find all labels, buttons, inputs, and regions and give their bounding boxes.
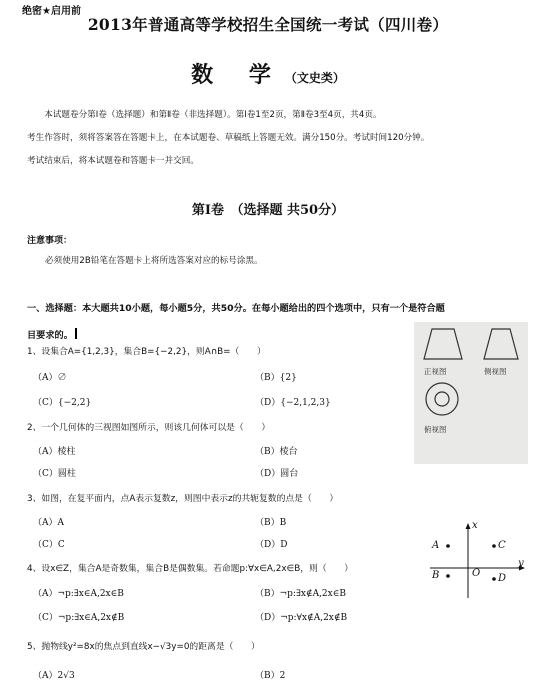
option-c: （C）{−2,2} — [33, 398, 92, 408]
subject-type: （文史类） — [284, 71, 345, 85]
front-view-label: 正视图 — [424, 367, 447, 376]
side-view-trapezoid — [484, 329, 518, 359]
side-view-label: 侧视图 — [484, 367, 507, 376]
option-d: （D）圆台 — [255, 469, 299, 479]
option-b: （B）B — [255, 518, 287, 528]
instruction-line: 考生作答时，须将答案答在答题卡上，在本试题卷、草稿纸上答题无效。满分150分。考试时间120分钟。 — [27, 133, 430, 143]
instruction-line: 考试结束后，将本试题卷和答题卡一并交回。 — [27, 156, 199, 166]
origin-label: O — [472, 568, 481, 579]
top-view-inner-circle — [435, 392, 449, 406]
instruction-line: 本试题卷分第Ⅰ卷（选择题）和第Ⅱ卷（非选择题）。第Ⅰ卷1至2页，第Ⅱ卷3至4页，共4页。 — [44, 110, 382, 120]
confidential-label: 绝密★启用前 — [22, 6, 81, 17]
option-a: （A）棱柱 — [33, 447, 76, 457]
option-b: （B）¬p:∃x∉A,2x∈B — [255, 589, 347, 599]
exam-title: 2013年普通高等学校招生全国统一考试（四川卷） — [87, 15, 449, 34]
option-a: （A）2√3 — [33, 671, 75, 681]
front-view-trapezoid — [424, 329, 462, 359]
x-axis-label: y — [518, 558, 524, 569]
point-label-a: A — [432, 540, 440, 551]
question-stem: 4、设x∈Z，集合A是奇数集，集合B是偶数集。若命题p:∀x∈A,2x∈B，则（ ） — [27, 564, 354, 574]
point-a — [446, 544, 450, 548]
point-label-c: C — [498, 540, 506, 551]
notes-heading: 注意事项： — [27, 236, 73, 246]
option-c: （C）C — [33, 540, 65, 550]
option-a: （A）¬p:∃x∈A,2x∈B — [33, 589, 124, 599]
part-title-text: 目要求的。 — [27, 330, 73, 341]
y-axis-arrow — [466, 523, 471, 529]
complex-plane-axes — [426, 520, 530, 600]
question-stem: 5、抛物线y²=8x的焦点到直线x−√3y=0的距离是（ ） — [27, 642, 260, 652]
option-a: （A）∅ — [33, 373, 67, 383]
point-label-d: D — [498, 573, 507, 584]
option-b: （B）{2} — [255, 373, 297, 383]
top-view-label: 俯视图 — [424, 425, 447, 434]
three-view-figure — [414, 322, 528, 464]
point-d — [492, 577, 496, 581]
option-d: （D）D — [255, 540, 288, 550]
text-cursor — [75, 328, 77, 339]
y-axis-label: x — [472, 520, 478, 531]
option-d: （D）¬p:∀x∉A,2x∉B — [255, 613, 348, 623]
instructions — [27, 104, 517, 173]
point-b — [446, 574, 450, 578]
option-c: （C）圆柱 — [33, 469, 76, 479]
option-c: （C）¬p:∃x∈A,2x∉B — [33, 613, 125, 623]
subject-heading — [0, 58, 536, 89]
part-title-line: 一、选择题：本大题共10小题，每小题5分，共50分。在每小题给出的四个选项中，只有一个是符合题 — [27, 303, 445, 314]
option-d: （D）{−2,1,2,3} — [255, 398, 331, 408]
top-view-outer-circle — [426, 383, 458, 415]
section-title: 第Ⅰ卷 （选择题 共50分） — [191, 203, 345, 218]
option-b: （B）棱台 — [255, 447, 298, 457]
point-c — [492, 544, 496, 548]
question-stem: 3、如图，在复平面内，点A表示复数z，则图中表示z的共轭复数的点是（ ） — [27, 494, 339, 504]
subject-name: 数 学 — [191, 62, 285, 88]
option-b: （B）2 — [255, 671, 286, 681]
complex-plane-figure — [426, 520, 530, 600]
question-stem: 2、一个几何体的三视图如图所示，则该几何体可以是（ ） — [27, 423, 271, 433]
three-view-drawing — [414, 322, 528, 464]
point-label-b: B — [432, 570, 440, 581]
note-text: 必须使用2B铅笔在答题卡上将所选答案对应的标号涂黑。 — [45, 256, 263, 266]
option-a: （A）A — [33, 518, 64, 528]
question-stem: 1、设集合A={1,2,3}，集合B={−2,2}，则A∩B=（ ） — [27, 347, 266, 357]
